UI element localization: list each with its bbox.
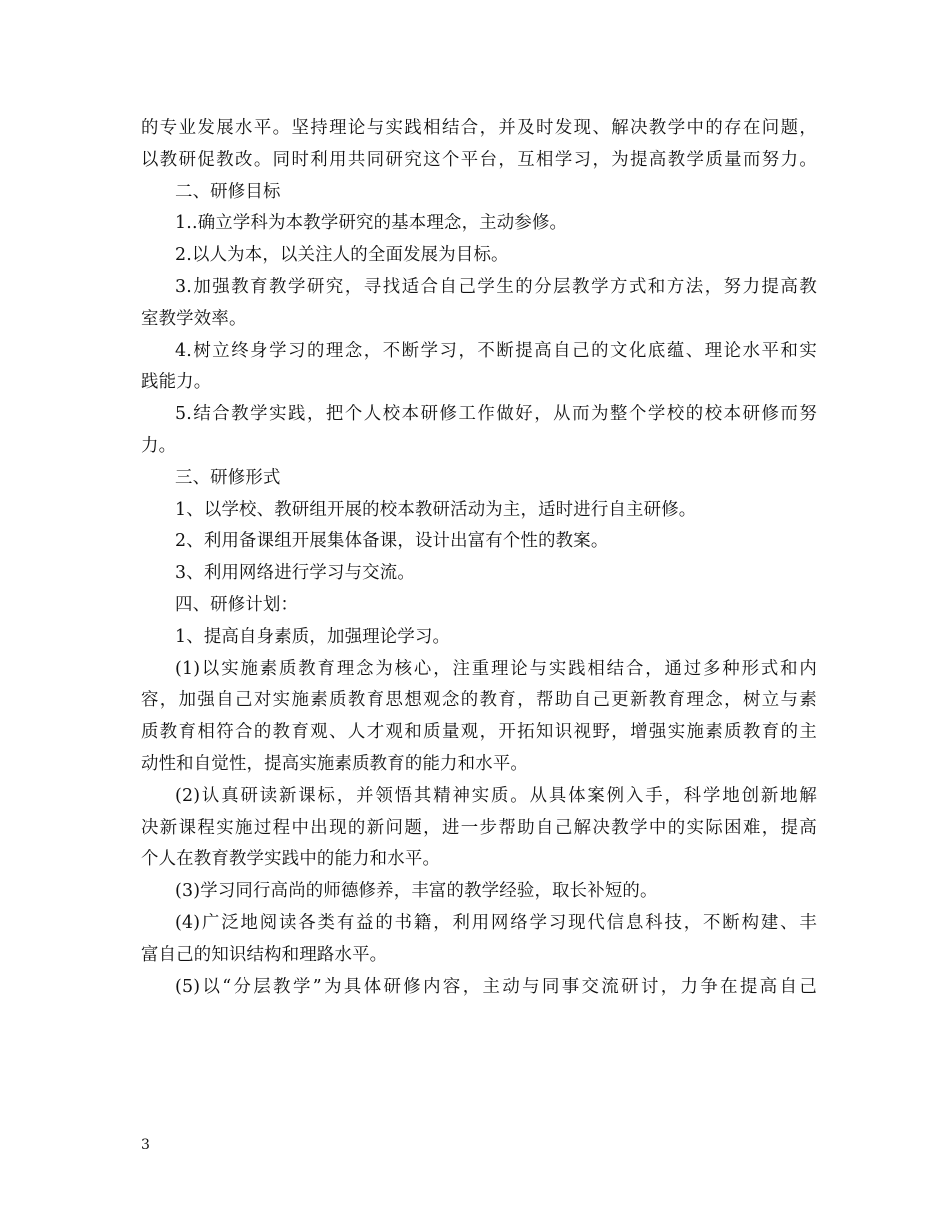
paragraph-line: (1)以实施素质教育理念为核心，注重理论与实践相结合，通过多种形式和内 xyxy=(175,658,817,679)
list-item: 1、提高自身素质，加强理论学习。 xyxy=(175,626,451,647)
list-item-continuation: 践能力。 xyxy=(141,372,212,393)
paragraph-line: 的专业发展水平。坚持理论与实践相结合，并及时发现、解决教学中的存在问题， xyxy=(141,118,817,138)
paragraph-line: 决新课程实施过程中出现的新问题，进一步帮助自己解决教学中的实际困难，提高 xyxy=(141,817,817,838)
list-item: 1、以学校、教研组开展的校本教研活动为主，适时进行自主研修。 xyxy=(175,499,697,520)
section-heading: 四、研修计划： xyxy=(175,594,299,615)
list-item: 2、利用备课组开展集体备课，设计出富有个性的教案。 xyxy=(175,531,609,552)
paragraph-line: 富自己的知识结构和理路水平。 xyxy=(141,944,388,965)
paragraph-line: 动性和自觉性，提高实施素质教育的能力和水平。 xyxy=(141,753,528,774)
list-item: 5.结合教学实践，把个人校本研修工作做好，从而为整个学校的校本研修而努 xyxy=(175,404,817,425)
paragraph-line: (2)认真研读新课标，并领悟其精神实质。从具体案例入手，科学地创新地解 xyxy=(175,785,817,806)
paragraph-line: (4)广泛地阅读各类有益的书籍，利用网络学习现代信息科技，不断构建、丰 xyxy=(175,912,817,933)
list-item-continuation: 力。 xyxy=(141,435,177,456)
list-item: 4.树立终身学习的理念，不断学习，不断提高自己的文化底蕴、理论水平和实 xyxy=(175,340,817,361)
page-number: 3 xyxy=(141,1137,150,1153)
paragraph-line: 容，加强自己对实施素质教育思想观念的教育，帮助自己更新教育理念，树立与素 xyxy=(141,690,817,711)
list-item-continuation: 室教学效率。 xyxy=(141,308,247,329)
section-heading: 二、研修目标 xyxy=(175,181,281,202)
list-item: 2.以人为本，以关注人的全面发展为目标。 xyxy=(175,245,509,266)
list-item: 3.加强教育教学研究，寻找适合自己学生的分层教学方式和方法，努力提高教 xyxy=(175,276,817,297)
document-body xyxy=(141,113,817,1003)
paragraph-line: (3)学习同行高尚的师德修养，丰富的教学经验，取长补短的。 xyxy=(175,881,658,902)
list-item: 1..确立学科为本教学研究的基本理念，主动参修。 xyxy=(175,213,568,234)
paragraph-line: (5)以“分层教学”为具体研修内容，主动与同事交流研讨，力争在提高自己 xyxy=(175,976,817,997)
list-item: 3、利用网络进行学习与交流。 xyxy=(175,563,415,584)
paragraph-line: 质教育相符合的教育观、人才观和质量观，开拓知识视野，增强实施素质教育的主 xyxy=(141,722,817,743)
paragraph-line: 个人在教育教学实践中的能力和水平。 xyxy=(141,849,441,870)
section-heading: 三、研修形式 xyxy=(175,467,281,488)
paragraph-line: 以教研促教改。同时利用共同研究这个平台，互相学习，为提高教学质量而努力。 xyxy=(141,149,817,170)
